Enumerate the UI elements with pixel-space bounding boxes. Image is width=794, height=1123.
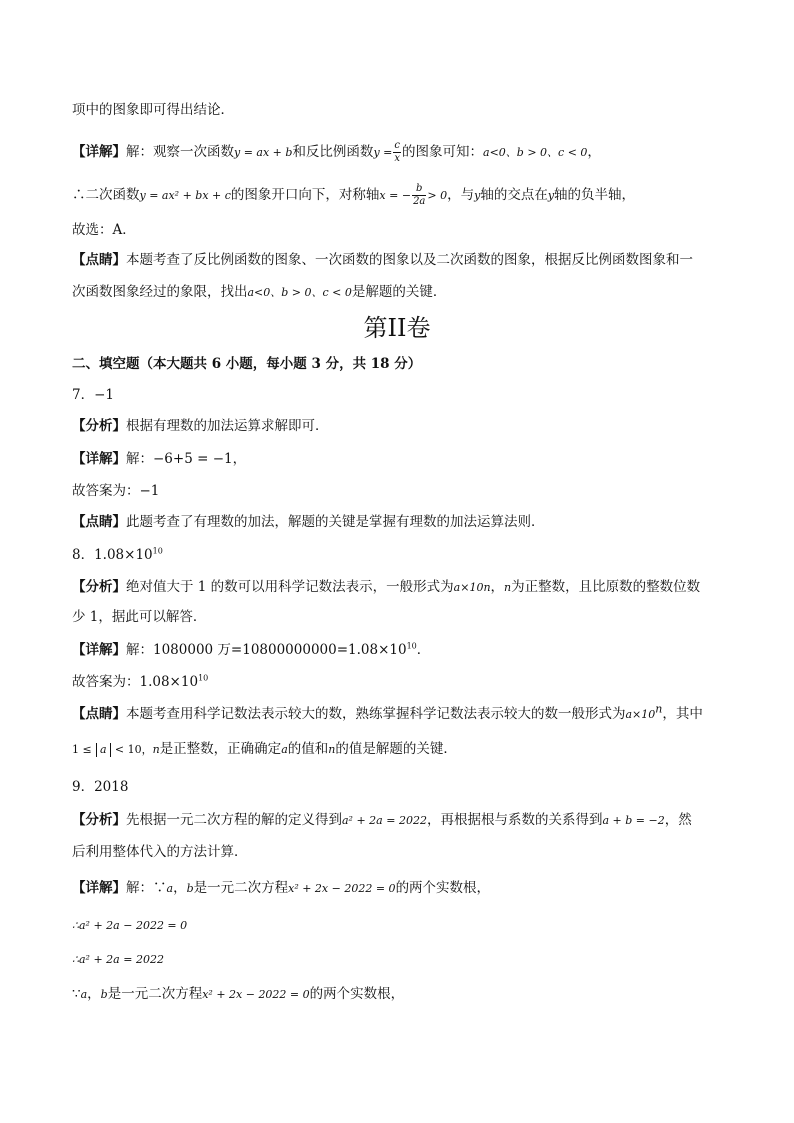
- formula: ∴a² + 2a = 2022: [72, 953, 164, 966]
- formula: n: [504, 581, 512, 594]
- formula: y = ax + b: [234, 146, 293, 159]
- text: 为正整数，且比原数的整数位数: [511, 579, 701, 595]
- text: 8．1.08×10: [72, 547, 153, 563]
- text: ，: [490, 579, 505, 595]
- text-line: [72, 607, 732, 627]
- formula: n: [152, 743, 160, 756]
- text-line: [72, 704, 732, 725]
- text: 和反比例函数: [292, 144, 374, 160]
- label-comment: 【点睛】: [72, 252, 126, 268]
- text: 项中的图象即可得出结论．: [72, 102, 234, 118]
- text: 少 1，据此可以解答．: [72, 609, 207, 625]
- formula: a<0、b > 0、c < 0: [247, 286, 352, 299]
- formula: b: [186, 882, 194, 895]
- formula: y =: [373, 146, 393, 159]
- text: 解：∵: [126, 880, 167, 896]
- superscript: 10: [152, 546, 163, 556]
- text: ，然: [664, 812, 692, 828]
- text: 解：观察一次函数: [126, 144, 234, 160]
- text: 的两个实数根，: [395, 880, 491, 896]
- text-line: [72, 640, 732, 660]
- superscript: 10: [406, 641, 417, 651]
- text: 本题考查了反比例函数的图象、一次函数的图象以及二次函数的图象，根据反比例函数图象和一: [126, 252, 693, 268]
- text: 解：1080000 万=10800000000=1.08×10: [126, 642, 407, 658]
- text: 是解题的关键．: [351, 284, 447, 300]
- formula: a<0、b > 0、c < 0: [483, 146, 588, 159]
- text-line: [72, 481, 732, 501]
- label-analysis: 【分析】: [72, 812, 126, 828]
- question-number: [72, 777, 732, 797]
- formula: a: [281, 743, 288, 756]
- text-line: [72, 416, 732, 436]
- text: 故选：A．: [72, 222, 136, 238]
- formula: x = −: [379, 189, 412, 202]
- text: 绝对值大于 1 的数可以用科学记数法表示，一般形式为: [126, 579, 454, 595]
- text: 此题考查了有理数的加法，解题的关键是掌握有理数的加法运算法则．: [126, 514, 545, 530]
- text: 轴的负半轴，: [554, 187, 636, 203]
- text: 9．2018: [72, 779, 129, 795]
- text-line: [72, 739, 732, 760]
- text: 根据有理数的加法运算求解即可．: [126, 418, 329, 434]
- formula: a² + 2a = 2022: [342, 814, 427, 827]
- text: 先根据一元二次方程的解的定义得到: [126, 812, 342, 828]
- text: 的值和: [287, 741, 329, 757]
- text-line: [72, 577, 732, 598]
- text-line: [72, 810, 732, 831]
- text-line: [72, 915, 732, 936]
- text-line: [72, 512, 732, 532]
- text-line: [72, 878, 732, 899]
- label-comment: 【点睛】: [72, 514, 126, 530]
- text: 后利用整体代入的方法计算．: [72, 844, 248, 860]
- formula: x² + 2x − 2022 = 0: [288, 882, 396, 895]
- formula: b: [100, 988, 108, 1001]
- text: ∵: [72, 986, 81, 1002]
- text: ∴二次函数: [72, 187, 140, 203]
- text: 是正整数，正确确定: [159, 741, 282, 757]
- text: 次函数图象经过的象限，找出: [72, 284, 248, 300]
- formula: n: [328, 743, 336, 756]
- text-line: [72, 984, 732, 1005]
- denominator: x: [394, 153, 401, 164]
- label-analysis: 【分析】: [72, 579, 126, 595]
- text: 二、填空题（本大题共 6 小题，每小题 3 分，共 18 分）: [72, 356, 422, 372]
- question-number: [72, 545, 732, 565]
- label-analysis: 【分析】: [72, 418, 126, 434]
- text: 7．−1: [72, 387, 114, 403]
- text: ，与: [447, 187, 475, 203]
- fraction: [393, 140, 401, 165]
- text-line: [72, 183, 732, 208]
- text-line: [72, 949, 732, 970]
- text: ，: [587, 144, 601, 160]
- label-detail: 【详解】: [72, 880, 126, 896]
- label-comment: 【点睛】: [72, 706, 126, 722]
- text-line: [72, 672, 732, 692]
- formula: a×10n: [453, 581, 491, 594]
- absolute-value: a: [96, 743, 111, 757]
- formula: a: [80, 988, 88, 1001]
- label-detail: 【详解】: [72, 451, 126, 467]
- text: ，再根据根与系数的关系得到: [426, 812, 603, 828]
- text: 的图象可知：: [402, 144, 484, 160]
- text: 的图象开口向下，对称轴: [230, 187, 380, 203]
- superscript: 10: [198, 673, 209, 683]
- text-line: [72, 100, 732, 120]
- text-line: [72, 842, 732, 862]
- formula: < 10，: [114, 743, 153, 756]
- text-line: [72, 140, 732, 165]
- numerator: b: [412, 183, 426, 196]
- formula: a + b = −2: [602, 814, 665, 827]
- text: ，: [87, 986, 101, 1002]
- text: 的值是解题的关键．: [335, 741, 457, 757]
- formula: y: [474, 189, 481, 202]
- label-detail: 【详解】: [72, 642, 126, 658]
- formula: x² + 2x − 2022 = 0: [202, 988, 310, 1001]
- text: 本题考查用科学记数法表示较大的数，熟练掌握科学记数法表示较大的数一般形式为: [126, 706, 626, 722]
- section-title: 第II卷: [363, 314, 431, 342]
- text: 故答案为：1.08×10: [72, 674, 199, 690]
- text-line: [72, 282, 732, 303]
- text: 是一元二次方程: [107, 986, 203, 1002]
- text: 轴的交点在: [480, 187, 548, 203]
- text: ．: [416, 642, 431, 658]
- text: 解：−6+5 = −1，: [126, 451, 247, 467]
- text: ，其中: [662, 706, 703, 722]
- text: 是一元二次方程: [193, 880, 289, 896]
- fraction: [412, 183, 426, 208]
- denominator: 2a: [413, 196, 426, 207]
- formula: a×10: [625, 708, 656, 721]
- formula: y: [547, 189, 555, 202]
- text-line: [72, 250, 732, 270]
- text: 的两个实数根，: [309, 986, 405, 1002]
- text-line: [72, 449, 732, 469]
- formula: y = ax² + bx + c: [139, 189, 231, 202]
- superscript: n: [655, 702, 663, 716]
- label-detail: 【详解】: [72, 144, 126, 160]
- section-heading: [72, 354, 732, 374]
- formula: 1 ≤: [72, 743, 92, 756]
- formula: ∴a² + 2a − 2022 = 0: [72, 919, 188, 932]
- text: 故答案为：−1: [72, 483, 160, 499]
- formula: > 0: [427, 189, 448, 202]
- numerator: c: [394, 140, 400, 151]
- text: ，: [173, 880, 187, 896]
- formula: a: [166, 882, 174, 895]
- question-number: [72, 385, 732, 405]
- text-line: [72, 220, 732, 240]
